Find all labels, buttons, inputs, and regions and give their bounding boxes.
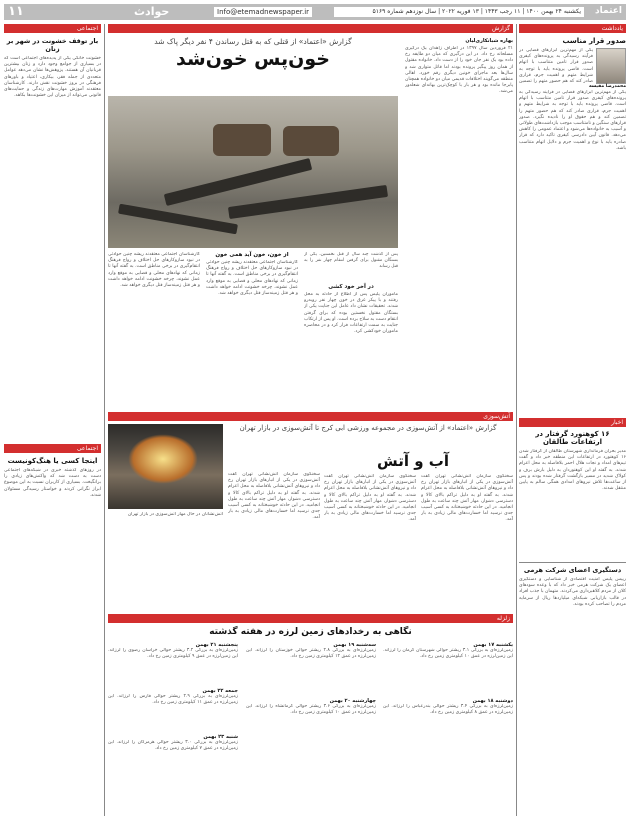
subhead-1: در آخر خود کشی <box>328 284 374 290</box>
left-column-label: اجتماعی <box>4 24 101 33</box>
left-title: بار توقف خشونت در شهر بر زنان <box>6 37 99 53</box>
quake-day-text: زمین‌لرزه‌ای به بزرگی ۳.۱ ریشتر حوالی شهرستان کرمان را لرزاند. این زمین‌لرزه در عمق ۱۰ کیلومتری زمین رخ داد. <box>383 648 513 660</box>
quake-headline: نگاهی به رخدادهای زمین لرزه در هفته گذشته <box>209 627 412 637</box>
left-box-text: در روزهای گذشته خبری در شبکه‌های اجتماعی دست به دست شد که واکنش‌های زیادی را برانگیخت. بسیاری از کاربران نسبت به این موضوع ابراز نگرانی کردند و خواستار رسیدگی مسئولان شدند. <box>4 468 101 498</box>
column-divider <box>104 24 105 816</box>
fire-story <box>108 412 513 612</box>
quake-story <box>108 614 513 816</box>
quake-day: چهارشنبه ۲۰ بهمن <box>329 698 376 704</box>
quake-day-text: زمین‌لرزه‌ای به بزرگی ۳.۲ ریشتر حوالی خراسان رضوی را لرزاند. این زمین‌لرزه در عمق ۹ کیلومتری زمین رخ داد. <box>108 648 238 660</box>
main-headline: خون‌پس خون‌شد <box>176 48 330 70</box>
quake-day-text: زمین‌لرزه‌ای به بزرگی ۲.۸ ریشتر حوالی خوزستان را لرزاند. این زمین‌لرزه در عمق ۱۲ کیلومتری زمین رخ داد. <box>246 648 376 660</box>
main-kicker: گزارش «اعتماد» از قتلی که به قتل رساندن ۴ نفر دیگر پاک شد <box>154 37 352 46</box>
quake-day: سه‌شنبه ۱۹ بهمن <box>333 642 376 648</box>
quake-col-1 <box>383 642 513 816</box>
fire-kicker: گزارش «اعتماد» از آتش‌سوزی در مجموعه ورزشی ابی کرج تا آتش‌سوزی در بازار تهران <box>239 424 497 432</box>
left-box-label: اجتماعی <box>4 444 101 453</box>
byline: بهاره شبانکاری‌لیان <box>465 38 513 44</box>
quake-day-text: زمین‌لرزه‌ای به بزرگی ۲.۹ ریشتر حوالی فارس را لرزاند. این زمین‌لرزه در عمق ۱۱ کیلومتری زمین رخ داد. <box>108 694 238 706</box>
quake-day: شنبه ۲۳ بهمن <box>203 734 238 740</box>
main-text-a: ۲۱ فروردین سال ۱۳۹۷ در اطراف زاهدان یک درگیری مسلحانه رخ داد. در این درگیری که میان دو طایفه رخ داده بود یک نفر جان خود را از دست داد. خانواده مقتول از همان روز پیگیر پرونده بودند اما قاتل متواری شد و سال‌ها بعد ماجرای خونین دیگری رقم خورد. اهالی منطقه می‌گویند اختلافات قدیمی میان دو خانواده همچنان پابرجا مانده بود و هر بار با کوچک‌ترین بهانه‌ای شعله‌ور می‌شد. <box>405 46 513 95</box>
main-text-c: کارشناسان اجتماعی معتقدند ریشه چنین حوادثی در نبود سازوکارهای حل اختلاف و رواج فرهنگ انتقام‌گیری در برخی مناطق است. به گفته آنها تا زمانی که نهادهای محلی و قضایی به موقع وارد عمل نشوند، چرخه خشونت ادامه خواهد داشت و هر قتل زمینه‌ساز قتل دیگری خواهد شد. <box>206 260 298 297</box>
date-line: یکشنبه ۲۴ بهمن ۱۴۰۰ | ۱۱ رجب ۱۴۴۳ | ۱۳ فوریه ۲۰۲۲ | سال نوزدهم شماره ۵۱۶۹ <box>334 7 584 17</box>
photo-caption: پس از گذشت چند سال از قتل نخستین، یکی از بستگان مقتول برای گرفتن انتقام چهار نفر را به قتل رساند <box>304 252 398 270</box>
section-title: حوادث <box>134 5 170 18</box>
quake-day: دوشنبه ۱۸ بهمن <box>472 698 513 704</box>
fire-text-1: سخنگوی سازمان آتش‌نشانی تهران گفت آتش‌سوزی در یکی از انبارهای بازار تهران رخ داد و نیروهای آتش‌نشانی بلافاصله به محل اعزام شدند. به گفته او به دلیل تراکم بالای کالا و دسترسی دشوار، مهار آتش چند ساعت به طول انجامید. در این حادثه خوشبختانه به کسی آسیب جدی نرسید اما خسارت‌های مالی زیادی به بار آمد. <box>324 474 416 523</box>
fire-label: آتش‌سوزی <box>108 412 513 421</box>
author-name: محمدرضا مقیسه <box>588 84 626 89</box>
quake-col-2 <box>246 642 376 816</box>
newspaper-logo: اعتماد <box>595 6 622 16</box>
left-column <box>4 24 101 814</box>
news-title: ۱۶ کوهنورد گرفتار در ارتفاعات طالقان <box>535 430 610 446</box>
fire-text-0: سخنگوی سازمان آتش‌نشانی تهران گفت آتش‌سوزی در یکی از انبارهای بازار تهران رخ داد و نیروهای آتش‌نشانی بلافاصله به محل اعزام شدند. به گفته او به دلیل تراکم بالای کالا و دسترسی دشوار، مهار آتش چند ساعت به طول انجامید. در این حادثه خوشبختانه به کسی آسیب جدی نرسید اما خسارت‌های مالی زیادی به بار آمد. <box>421 474 513 523</box>
fire-photo-caption: آتش‌نشانان در حال مهار آتش‌سوزی در بازار تهران <box>127 512 223 517</box>
quake-day-text: زمین‌لرزه‌ای به بزرگی ۳.۴ ریشتر حوالی بندرعباس را لرزاند. این زمین‌لرزه در عمق ۸ کیلومتری زمین رخ داد. <box>383 704 513 716</box>
news2-text: رییس پلیس امنیت اقتصادی از شناسایی و دستگیری اعضای یک شرکت هرمی خبر داد که با وعده سودهای کلان از مردم کلاهبرداری می‌کردند. متهمان با جذب افراد در قالب بازاریابی شبکه‌ای میلیاردها ریال از سرمایه مردم را تصاحب کرده بودند. <box>519 577 626 607</box>
email-link[interactable]: Info@etemadnewspaper.ir <box>214 7 312 17</box>
page-header <box>4 4 626 20</box>
news-label: اخبار <box>519 418 626 427</box>
main-text-b: ماموران پلیس پس از اطلاع از حادثه به محل رفتند و با پیکر غرق در خون چهار نفر روبه‌رو شدند. تحقیقات نشان داد عامل این جنایت یکی از بستگان مقتول نخستین بوده که برای گرفتن انتقام دست به سلاح برده است. او پس از ارتکاب جنایت به سمت ارتفاعات فرار کرد و در محاصره ماموران خودکشی کرد. <box>304 292 398 335</box>
fire-headline: آب و آتش <box>377 452 449 470</box>
column-divider <box>516 24 517 816</box>
main-text-c2: کارشناسان اجتماعی معتقدند ریشه چنین حوادثی در نبود سازوکارهای حل اختلاف و رواج فرهنگ انتقام‌گیری در برخی مناطق است. به گفته آنها تا زمانی که نهادهای محلی و قضایی به موقع وارد عمل نشوند، چرخه خشونت ادامه خواهد داشت و هر قتل زمینه‌ساز قتل دیگری خواهد شد. <box>108 252 200 289</box>
quake-day-text: زمین‌لرزه‌ای به بزرگی ۳.۶ ریشتر حوالی کرمانشاه را لرزاند. این زمین‌لرزه در عمق ۱۰ کیلومتری زمین رخ داد. <box>246 704 376 716</box>
left-text: خشونت خانگی یکی از پدیده‌های اجتماعی است که در بسیاری از جوامع وجود دارد و زنان بیشترین قربانیان آن هستند. پژوهش‌ها نشان می‌دهد عوامل متعددی از جمله فقر، بیکاری، اعتیاد و باورهای فرهنگی در بروز خشونت نقش دارند. کارشناسان معتقدند آموزش مهارت‌های زندگی و حمایت‌های قانونی می‌تواند از میزان این خشونت‌ها بکاهد. <box>4 56 101 99</box>
main-story-label: گزارش <box>108 24 513 33</box>
divider <box>519 562 626 563</box>
fire-photo <box>108 424 223 509</box>
news-text: مدیر بحران فرمانداری شهرستان طالقان از گرفتار شدن ۱۶ کوهنورد در ارتفاعات این منطقه خبر داد و گفت تیم‌های امداد و نجات هلال احمر بلافاصله به محل اعزام شدند. به گفته او این کوهنوردان به دلیل بارش برف و کولاک شدید در مسیر بازگشت گرفتار شده بودند و پس از ساعت‌ها تلاش نیروهای امدادی همگی سالم به پایین منتقل شدند. <box>519 449 626 492</box>
quake-label: زلزله <box>108 614 513 623</box>
quake-day: جمعه ۲۲ بهمن <box>202 688 238 694</box>
quake-col-3 <box>108 642 238 816</box>
note-title: صدور قرار مناسب <box>562 37 626 45</box>
right-column <box>519 24 626 814</box>
quake-day: پنجشنبه ۲۱ بهمن <box>195 642 238 648</box>
main-story <box>108 24 513 409</box>
author-photo <box>596 48 626 84</box>
page-number: ۱۱ <box>8 4 24 19</box>
weapons-photo <box>108 96 398 248</box>
news2-title: دستگیری اعضای شرکت هرمی <box>523 566 622 574</box>
left-box-title: اینجا کسی یا هنگ‌کونیست <box>7 457 98 465</box>
fire-text-2: سخنگوی سازمان آتش‌نشانی تهران گفت آتش‌سوزی در یکی از انبارهای بازار تهران رخ داد و نیروهای آتش‌نشانی بلافاصله به محل اعزام شدند. به گفته او به دلیل تراکم بالای کالا و دسترسی دشوار، مهار آتش چند ساعت به طول انجامید. در این حادثه خوشبختانه به کسی آسیب جدی نرسید اما خسارت‌های مالی زیادی به بار آمد. <box>228 472 320 521</box>
quake-day: یکشنبه ۱۷ بهمن <box>473 642 513 648</box>
note-text: یکی از مهم‌ترین ابزارهای قضایی در فرآیند رسیدگی به پرونده‌های کیفری صدور قرار تامین متناسب با اتهام است. قاضی پرونده باید با توجه به شرایط متهم و اهمیت جرم، قراری صادر کند که هم حضور متهم را تضمین کند و هم حقوق او را نادیده نگیرد. صدور قرارهای سنگین و نامتناسب موجب بازداشت‌های طولانی و آسیب به خانواده‌ها می‌شود و اعتماد عمومی را کاهش می‌دهد. قانون آیین دادرسی کیفری تاکید دارد که قرار صادره باید با نوع و اهمیت جرم و دلایل اتهام متناسب باشد. <box>519 90 626 151</box>
subhead-2: از خون، خون آید همی خون <box>215 252 289 258</box>
column-label: یادداشت <box>519 24 626 33</box>
note-text-top: یکی از مهم‌ترین ابزارهای قضایی در فرآیند رسیدگی به پرونده‌های کیفری صدور قرار تامین متناسب با اتهام است. قاضی پرونده باید با توجه به شرایط متهم و اهمیت جرم، قراری صادر کند که هم حضور متهم را تضمین <box>519 48 593 84</box>
quake-day-text: زمین‌لرزه‌ای به بزرگی ۳.۰ ریشتر حوالی هرمزگان را لرزاند. این زمین‌لرزه در عمق ۷ کیلومتری زمین رخ داد. <box>108 740 238 752</box>
